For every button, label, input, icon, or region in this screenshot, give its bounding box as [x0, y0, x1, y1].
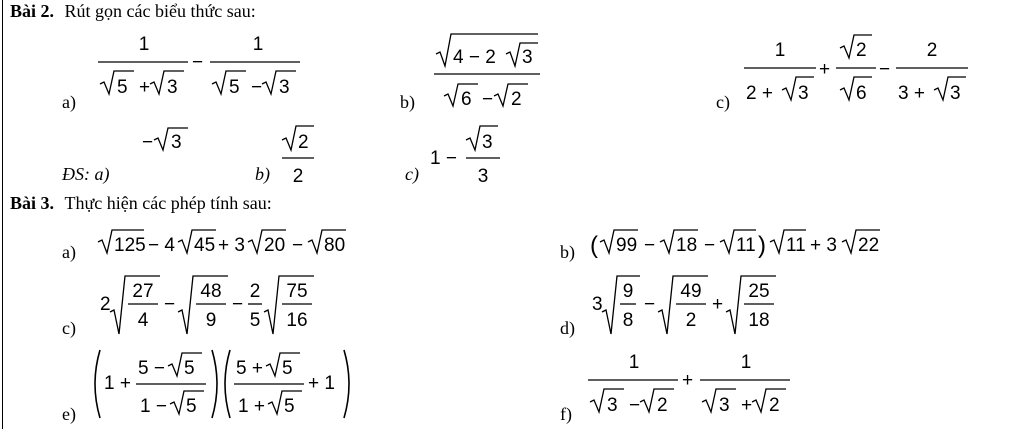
- frac-denominator: 9: [205, 310, 217, 331]
- paren-open: (: [590, 232, 598, 259]
- bai3-label-c: c): [62, 318, 76, 338]
- frac-numerator: 75: [286, 281, 308, 302]
- answer-c: [428, 118, 508, 188]
- bai2-expr-c: [742, 30, 982, 110]
- radicand: 3: [279, 77, 290, 98]
- frac-numerator: 2: [249, 281, 261, 302]
- radicand: 6: [856, 83, 867, 104]
- operator: +: [712, 294, 724, 315]
- radicand: 80: [324, 235, 346, 256]
- operator: 1 −: [430, 148, 457, 169]
- radicand: 22: [858, 235, 880, 256]
- radicand: 3: [482, 132, 493, 153]
- frac-denominator: 2: [685, 310, 697, 331]
- operator: +: [741, 395, 753, 416]
- frac-numerator: 1: [138, 34, 150, 55]
- operator: −: [142, 132, 154, 153]
- answers-label: ĐS: a): [62, 164, 110, 184]
- radicand: 2: [856, 40, 867, 61]
- term-prefix: + 3: [810, 235, 837, 256]
- radicand: 11: [786, 235, 806, 256]
- frac-numerator: 9: [622, 281, 634, 302]
- bai3-expr-f: [582, 344, 802, 424]
- operator: +: [139, 77, 151, 98]
- frac-numerator: 1: [252, 34, 264, 55]
- frac-denominator: 5: [249, 310, 261, 331]
- bai3-expr-d: [590, 272, 790, 338]
- answer-b: [278, 118, 318, 188]
- frac-numerator: 1: [774, 40, 786, 61]
- radical-sign: [602, 276, 640, 334]
- operator: −: [879, 59, 891, 80]
- frac-denominator: 1 −: [140, 396, 167, 417]
- radicand: 5: [184, 358, 195, 379]
- bai2-expr-a: [92, 28, 312, 108]
- bai2-heading: [10, 1, 256, 22]
- operator: −: [192, 52, 204, 73]
- term-prefix: − 4: [148, 235, 175, 256]
- operator: −: [644, 235, 656, 256]
- frac-denominator: 1 +: [238, 396, 265, 417]
- bai3-label-e: e): [62, 404, 76, 424]
- radicand: 3: [171, 132, 182, 153]
- bai3-label-a: a): [62, 242, 76, 262]
- paren-close: [212, 350, 217, 418]
- radicand: 2: [298, 132, 309, 153]
- operator: −: [164, 294, 176, 315]
- bai3-instruction: Thực hiện các phép tính sau:: [64, 193, 272, 213]
- coefficient: 3: [592, 294, 603, 315]
- operator: −: [629, 395, 641, 416]
- frac-numerator: 5 −: [138, 358, 165, 379]
- frac-numerator: 27: [132, 281, 154, 302]
- term-suffix: + 1: [308, 373, 335, 394]
- operator: −: [251, 77, 263, 98]
- radicand: 6: [461, 89, 472, 110]
- frac-numerator: 2: [926, 40, 938, 61]
- frac-numerator: 48: [200, 281, 222, 302]
- bai3-expr-c: [98, 272, 338, 338]
- coefficient: 2: [100, 294, 111, 315]
- radicand: 2: [769, 395, 780, 416]
- bai2-label-c: c): [716, 92, 730, 112]
- frac-numerator: 49: [680, 281, 702, 302]
- bai3-heading: [10, 193, 272, 214]
- bai3-expr-b: [588, 224, 928, 264]
- bai3-expr-a: [96, 224, 396, 260]
- radicand: 5: [229, 77, 240, 98]
- term-prefix: 1 +: [104, 373, 131, 394]
- frac-denominator: 4: [137, 310, 149, 331]
- bai2-expr-b: [430, 28, 550, 110]
- radicand: 18: [676, 235, 698, 256]
- frac-numerator: 1: [628, 352, 640, 373]
- operator: +: [819, 59, 831, 80]
- bai2-title: Bài 2.: [10, 1, 55, 21]
- radicand: 3: [798, 83, 809, 104]
- frac-denominator: 2: [292, 166, 304, 187]
- bai2-instruction: Rút gọn các biểu thức sau:: [64, 1, 256, 21]
- paren-open: [225, 350, 230, 418]
- frac-denominator: 18: [748, 310, 770, 331]
- paren-close: [344, 350, 349, 418]
- radicand: 4 − 2: [453, 47, 496, 68]
- bai3-label-d: d): [560, 318, 575, 338]
- frac-numerator: 25: [748, 281, 770, 302]
- radicand: 3: [167, 77, 178, 98]
- paren-close: ): [758, 232, 766, 259]
- operator: −: [232, 294, 244, 315]
- operator: −: [704, 235, 716, 256]
- radicand: 3: [522, 47, 533, 68]
- radicand: 2: [657, 395, 668, 416]
- frac-numerator: 1: [740, 352, 752, 373]
- answer-a: [140, 124, 200, 156]
- frac-denominator: 3 +: [898, 83, 925, 104]
- bai3-expr-e: [88, 344, 368, 424]
- term-prefix: + 3: [218, 235, 245, 256]
- radicand: 11: [736, 235, 756, 256]
- radicand: 20: [264, 235, 286, 256]
- left-margin-line: [2, 0, 3, 429]
- frac-denominator: 8: [622, 310, 634, 331]
- bai2-label-b: b): [400, 92, 415, 112]
- radicand: 2: [511, 89, 522, 110]
- bai3-label-f: f): [560, 404, 572, 424]
- answers-label-c: c): [405, 164, 419, 184]
- radicand: 99: [616, 235, 638, 256]
- frac-denominator: 3: [477, 166, 489, 187]
- frac-denominator: 2 +: [746, 83, 773, 104]
- bai2-label-a: a): [62, 92, 76, 112]
- radicand: 45: [194, 235, 216, 256]
- operator: +: [682, 370, 694, 391]
- operator: −: [482, 89, 494, 110]
- radicand: 125: [114, 235, 146, 256]
- bai3-label-b: b): [560, 242, 575, 262]
- answers-label-b: b): [255, 164, 270, 184]
- radicand: 5: [284, 396, 295, 417]
- frac-numerator: 5 +: [236, 358, 263, 379]
- operator: −: [644, 294, 656, 315]
- bai3-title: Bài 3.: [10, 193, 55, 213]
- paren-open: [95, 350, 100, 418]
- radicand: 3: [950, 83, 961, 104]
- radicand: 5: [282, 358, 293, 379]
- radicand: 3: [607, 395, 618, 416]
- radicand: 3: [719, 395, 730, 416]
- operator: −: [292, 235, 304, 256]
- radicand: 5: [117, 77, 128, 98]
- frac-denominator: 16: [286, 310, 308, 331]
- radicand: 5: [186, 396, 197, 417]
